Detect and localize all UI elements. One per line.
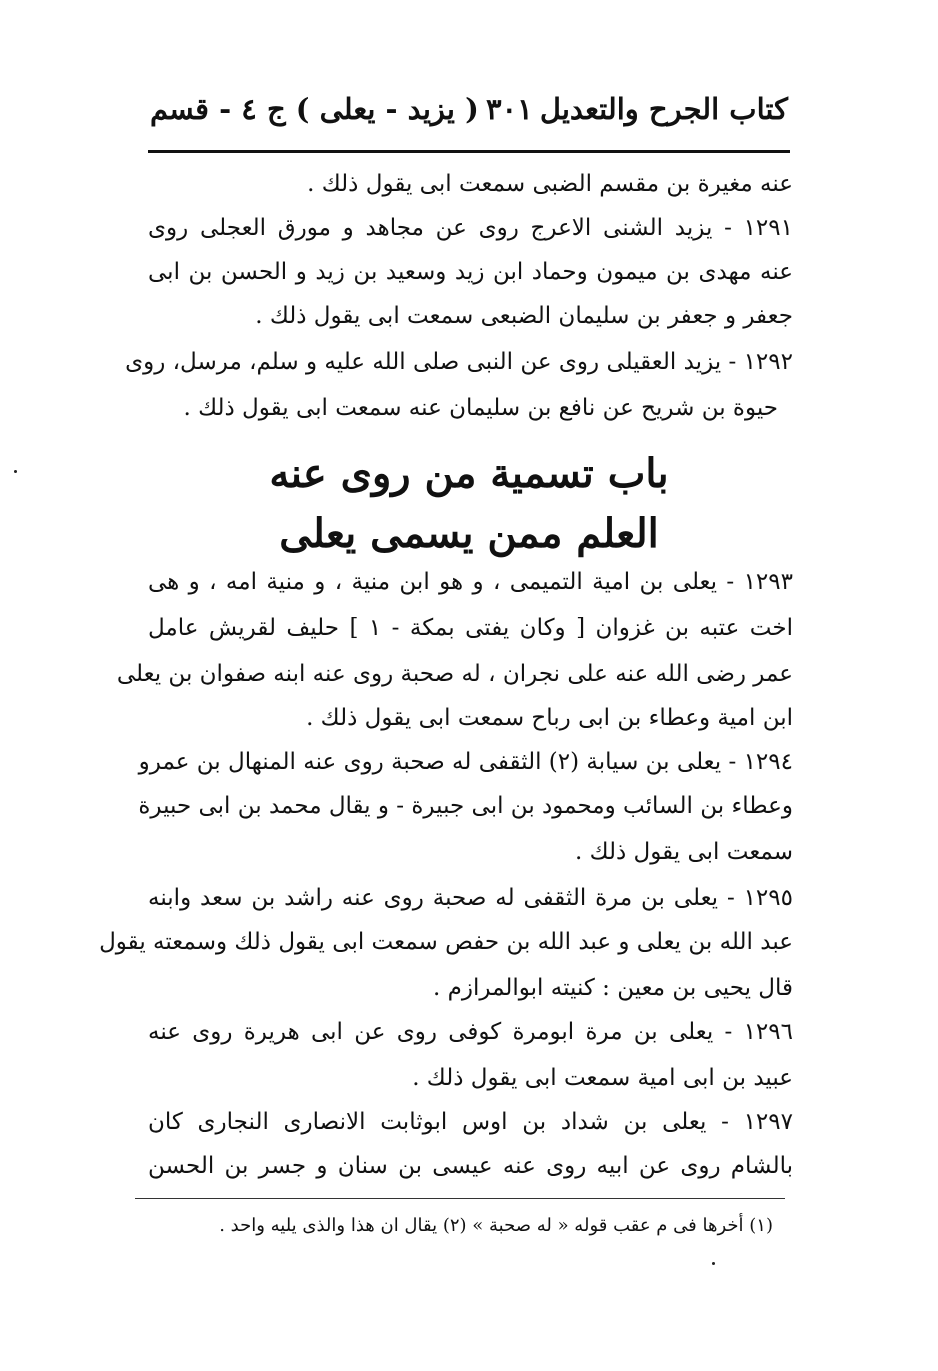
text-line: عمر رضى الله عنه على نجران ، له صحبة روى عنه ابنه صفوان بن يعلى [116,661,793,687]
text-line: اخت عتبه بن غزوان [ وكان يفتى بمكة - ١ ] حليف لقريش عامل [148,615,793,641]
text-line: عنه مهدى بن ميمون وحماد ابن زيد وسعيد بن زيد و الحسن بن ابى [148,259,793,285]
entry-1294: ١٢٩٤ - يعلى بن سيابة (٢) الثقفى له صحبة روى عنه المنهال بن عمرو [138,749,793,775]
entry-1297: ١٢٩٧ - يعلى بن شداد بن اوس ابوثابت الانصارى النجارى كان [148,1109,793,1135]
text-line: ابن امية وعطاء بن ابى رباح سمعت ابى يقول ذلك . [306,705,793,731]
text-line: عنه مغيرة بن مقسم الضبى سمعت ابى يقول ذلك . [307,171,793,197]
section-label: ( يزيد - يعلى ) ج ٤ - قسم [150,92,479,126]
text-line: وعطاء بن السائب ومحمود بن ابى جبيرة - و يقال محمد بن ابى حبيرة [138,793,793,819]
entry-1295: ١٢٩٥ - يعلى بن مرة الثقفى له صحبة روى عنه راشد بن سعد وابنه [148,885,793,911]
text-line: قال يحيى بن معين : كنيته ابوالمرازم . [433,975,793,1001]
header-rule [148,150,790,153]
text-line: عبيد بن ابى امية سمعت ابى يقول ذلك . [412,1065,793,1091]
page-header [150,92,788,148]
speck [712,1262,715,1265]
footnote-rule [135,1198,785,1199]
text-line: حيوة بن شريح عن نافع بن سليمان عنه سمعت ابى يقول ذلك . [183,395,778,421]
entry-1292: ١٢٩٢ - يزيد العقيلى روى عن النبى صلى الله عليه و سلم، مرسل، روى [125,349,793,375]
text-line: عبد الله بن يعلى و عبد الله بن حفص سمعت ابى يقول ذلك وسمعته يقول [99,929,793,955]
entry-1293: ١٢٩٣ - يعلى بن امية التميمى ، و هو ابن منية ، و منية امه ، و هى [148,569,793,595]
speck [14,470,17,473]
text-line: جعفر و جعفر بن سليمان الضبعى سمعت ابى يقول ذلك . [255,303,793,329]
text-line: سمعت ابى يقول ذلك . [574,839,793,865]
book-title: كتاب الجرح والتعديل [539,92,788,126]
chapter-heading-line-1: باب تسمية من روى عنه [269,450,669,497]
text-line: بالشام روى عن ابيه روى عنه عيسى بن سنان و جسر بن الحسن [148,1153,793,1179]
footnote: (١) أخرها فى م عقب قوله « له صحبة » (٢) يقال ان هذا والذى يليه واحد . [219,1215,773,1236]
entry-1296: ١٢٩٦ - يعلى بن مرة ابومرة كوفى روى عن ابى هريرة روى عنه [148,1019,793,1045]
chapter-heading-line-2: العلم ممن يسمى يعلى [279,510,659,557]
page-number: ٣٠١ [485,92,533,126]
entry-1291: ١٢٩١ - يزيد الشنى الاعرج روى عن مجاهد و مورق العجلى روى [148,215,793,241]
